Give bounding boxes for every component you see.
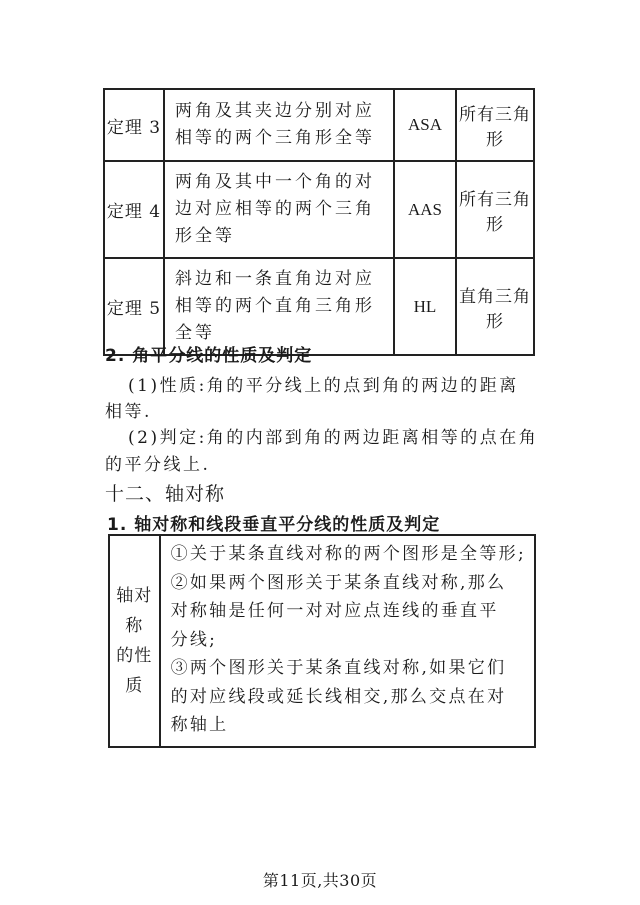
property-line: 分线;	[170, 629, 218, 650]
property-line: 称轴上	[170, 715, 229, 735]
property-line: 的对应线段或延长线相交,那么交点在对	[170, 686, 507, 707]
property-line: ①关于某条直线对称的两个图形是全等形;	[170, 544, 526, 564]
property-line: 对称轴是任何一对对应点连线的垂直平	[170, 601, 499, 621]
theorem-description	[164, 161, 394, 258]
symmetry-heading: 1. 轴对称和线段垂直平分线的性质及判定	[107, 515, 441, 535]
angle-bisector-heading: 2. 角平分线的性质及判定	[105, 346, 313, 366]
table-row	[104, 161, 534, 258]
theorem-scope: 所有三角形	[456, 161, 534, 258]
symmetry-label	[109, 535, 160, 747]
theorem-name: 定理 4	[104, 161, 164, 258]
table-row	[109, 535, 535, 747]
theorem-scope: 直角三角形	[456, 258, 534, 355]
description-line: 斜边和一条直角边对应	[175, 269, 375, 289]
description-line: 两角及其夹边分别对应	[175, 101, 375, 121]
description-line: 形全等	[175, 226, 235, 246]
description-line: 边对应相等的两个三角	[175, 199, 375, 219]
theorem-name: 定理 3	[104, 89, 164, 161]
table-row	[104, 89, 534, 161]
label-line: 的性质	[116, 645, 153, 696]
theorem-name: 定理 5	[104, 258, 164, 355]
judgement-text-line: (2)判定:角的内部到角的两边距离相等的点在角	[128, 428, 539, 448]
description-line: 相等的两个三角形全等	[175, 128, 375, 148]
description-line: 全等	[175, 323, 215, 343]
theorem-table	[103, 88, 535, 356]
property-line: ③两个图形关于某条直线对称,如果它们	[170, 658, 507, 678]
judgement-text-line: 的平分线上.	[105, 455, 211, 475]
page-footer: 第11页,共30页	[262, 871, 378, 890]
symmetry-table	[108, 534, 536, 748]
theorem-abbreviation: AAS	[394, 161, 456, 258]
label-line: 轴对称	[116, 585, 153, 636]
property-line: ②如果两个图形关于某条直线对称,那么	[170, 572, 507, 593]
theorem-abbreviation: HL	[394, 258, 456, 355]
description-line: 两角及其中一个角的对	[175, 172, 375, 192]
theorem-scope: 所有三角形	[456, 89, 534, 161]
symmetry-properties	[160, 535, 535, 747]
theorem-abbreviation: ASA	[394, 89, 456, 161]
property-text-line: (1)性质:角的平分线上的点到角的两边的距离	[128, 376, 519, 396]
property-text-line: 相等.	[105, 402, 152, 422]
section-title: 十二、轴对称	[105, 483, 226, 505]
theorem-description	[164, 89, 394, 161]
description-line: 相等的两个直角三角形	[175, 296, 375, 316]
